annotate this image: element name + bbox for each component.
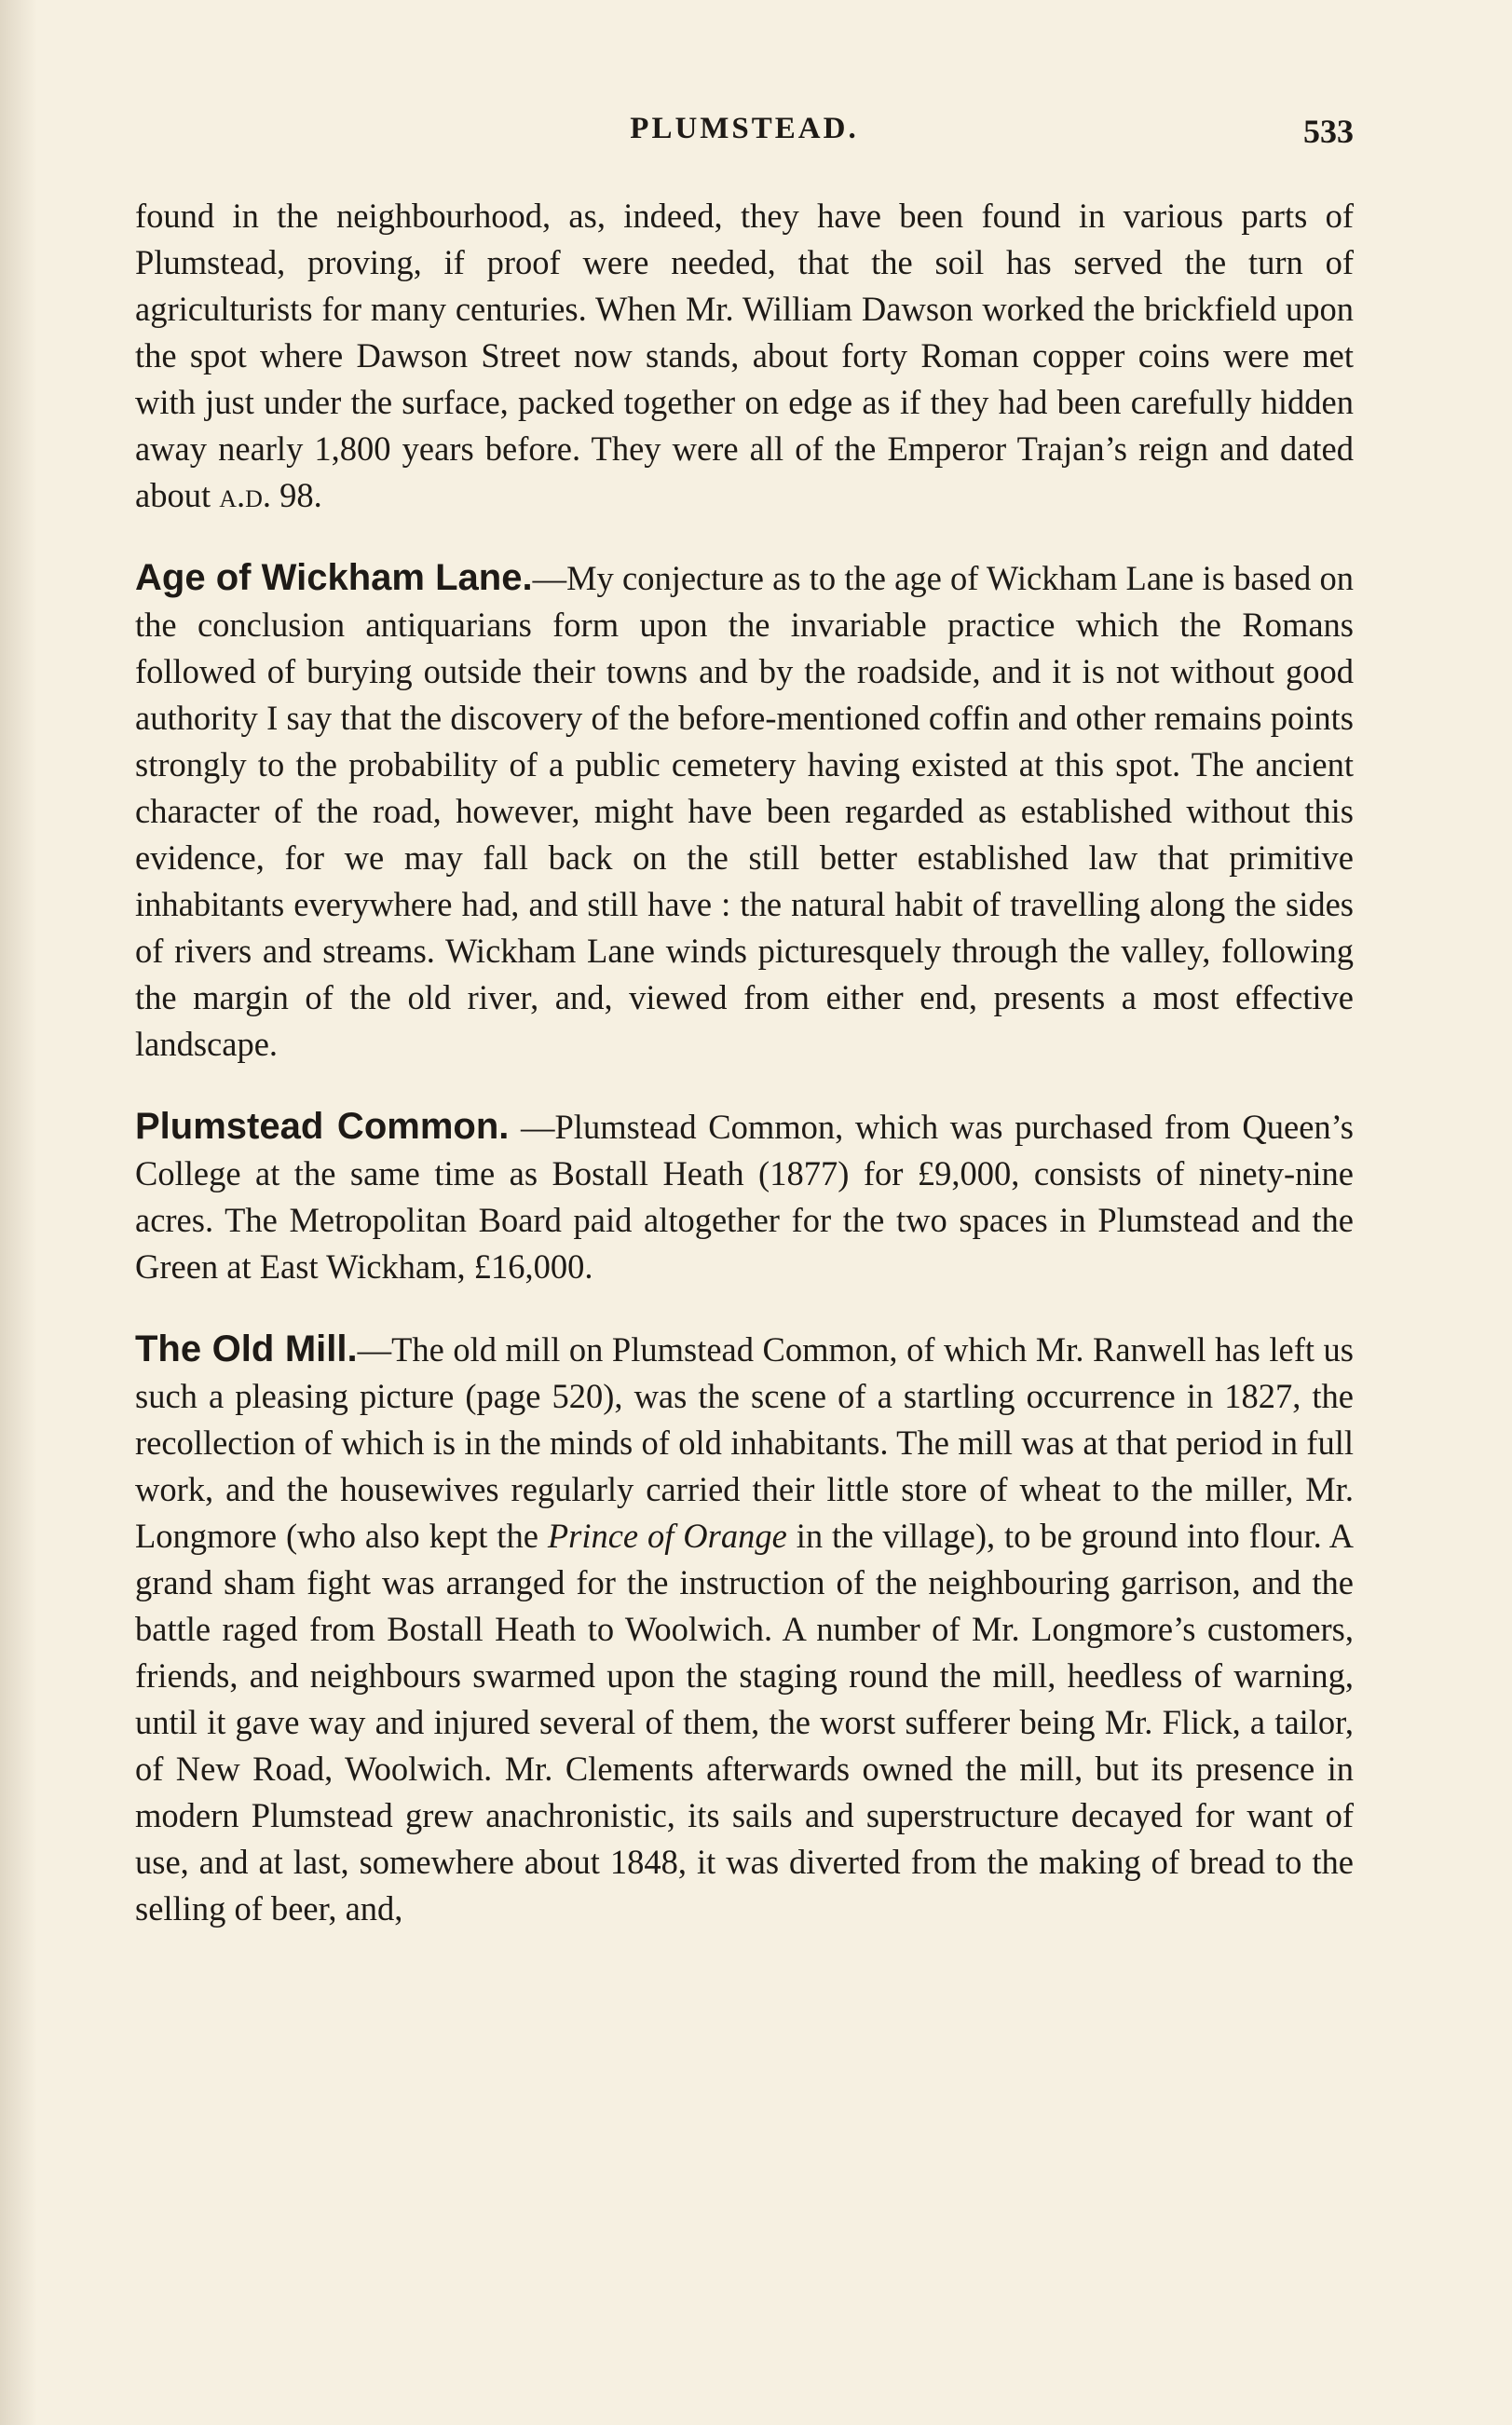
- paragraph-text: —Plumstead Common, which was purchased from Queen’s College at the same time as Bostall Heath (1877) for £9,000, consists of ninety-nine acres. The Metropolitan Board paid altogether for the two spaces in Plumstead and the Green at East Wickham, £16,000.: [135, 1108, 1354, 1286]
- paragraph-coins: [135, 193, 1354, 519]
- binding-shadow: [0, 0, 37, 2425]
- paragraph-text: found in the neighbourhood, as, indeed, they have been found in various parts of Plumstead, proving, if proof were needed, that the soil has served the turn of agriculturists for many centuries. When Mr. William Dawson worked the brickfield upon the spot where Dawson Street now stands, about forty Roman copper coins were met with just under the surface, packed together on edge as if they had been carefully hidden away nearly 1,800 years before. They were all of the Emperor Trajan’s reign and dated about: [135, 197, 1354, 514]
- paragraph-tail: 98.: [271, 476, 322, 514]
- paragraph-text-continued: in the village), to be ground into flour. A grand sham fight was arranged for the instruction of the neighbouring garrison, and the battle raged from Bostall Heath to Woolwich. A number of Mr. Longmore’s customers, friends, and neighbours swarmed upon the staging round the mill, heedless of warning, until it gave way and injured several of them, the worst sufferer being Mr. Flick, a tailor, of New Road, Woolwich. Mr. Clements afterwards owned the mill, but its presence in modern Plumstead grew anachronistic, its sails and superstructure decayed for want of use, and at last, somewhere about 1848, it was diverted from the making of bread to the selling of beer, and,: [135, 1517, 1354, 1928]
- paragraph-plumstead-common: [135, 1103, 1354, 1290]
- page-number: 533: [1303, 113, 1354, 150]
- section-heading-wickham-lane: Age of Wickham Lane.: [135, 557, 533, 598]
- era-abbreviation: a.d.: [219, 476, 272, 514]
- paragraph-text: —The old mill on Plumstead Common, of which Mr. Ranwell has left us such a pleasing picture (page 520), was the scene of a startling occurrence in 1827, the recollection of which is in the minds of old inhabitants. The mill was at that period in full work, and the housewives regularly carried their little store of wheat to the miller, Mr. Longmore (who also kept the: [135, 1330, 1354, 1555]
- running-title: PLUMSTEAD.: [630, 112, 859, 145]
- paragraph-old-mill: [135, 1326, 1354, 1932]
- section-heading-old-mill: The Old Mill.: [135, 1328, 358, 1369]
- inn-name: Prince of Orange: [547, 1517, 787, 1555]
- paragraph-text: —My conjecture as to the age of Wickham Lane is based on the conclusion antiquarians form upon the invariable practice which the Romans followed of burying outside their towns and by the roadside, and it is not without good authority I say that the discovery of the before-mentioned coffin and other remains points strongly to the probability of a public cemetery having existed at this spot. The ancient character of the road, however, might have been regarded as established without this evidence, for we may fall back on the still better established law that primitive inhabitants everywhere had, and still have : the natural habit of travelling along the sides of rivers and streams. Wickham Lane winds picturesquely through the valley, following the margin of the old river, and, viewed from either end, presents a most effective landscape.: [135, 559, 1354, 1063]
- paragraph-wickham-lane: [135, 554, 1354, 1068]
- section-heading-plumstead-common: Plumstead Common.: [135, 1106, 510, 1147]
- body-text: [135, 193, 1354, 1932]
- running-head: [135, 112, 1354, 164]
